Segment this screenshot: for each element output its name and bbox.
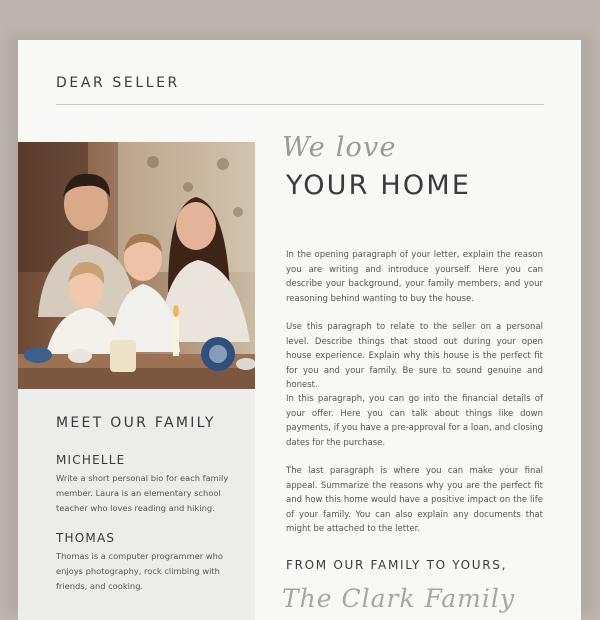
letter-paragraph-final: The last paragraph is where you can make your final appeal. Summarize the reasons why you are the perfect fit and how this home would have a positive impact on the life of your family. You can also explain any documents that might be attached to the letter. xyxy=(286,466,543,535)
member-name-michelle: MICHELLE xyxy=(56,453,126,467)
script-subtitle: We love xyxy=(282,132,397,163)
member-name-thomas: THOMAS xyxy=(56,531,116,545)
family-heading: MEET OUR FAMILY xyxy=(56,415,216,431)
closing-line: FROM OUR FAMILY TO YOURS, xyxy=(286,558,508,572)
member-bio-michelle: Write a short personal bio for each family member. Laura is an elementary school teacher who loves reading and hiking. xyxy=(56,473,229,513)
letter-page xyxy=(18,40,581,620)
family-photo xyxy=(18,142,255,389)
member-bio-thomas: Thomas is a computer programmer who enjoys photography, rock climbing with friends, and cooking. xyxy=(56,551,223,591)
signature: The Clark Family xyxy=(282,584,515,613)
letter-title: DEAR SELLER xyxy=(56,75,180,91)
letter-paragraph-personal: Use this paragraph to relate to the seller on a personal level. Describe things that stood out during your open house experience. Explain why this house is the perfect fit for you and your family. Be sure to sound genuine and honest. xyxy=(286,322,543,391)
header-divider xyxy=(56,104,544,105)
letter-paragraph-intro: In the opening paragraph of your letter, explain the reason you are writing and introduce yourself. Here you can describe your background, your family members, and your reasoning behind wanting to buy the house. xyxy=(286,250,543,304)
page-headline: YOUR HOME xyxy=(286,170,472,201)
letter-paragraph-financial: In this paragraph, you can go into the financial details of your offer. Here you can talk about things like down payments, if you have a pre-approval for a loan, and closing dates for the purchase. xyxy=(286,394,543,448)
family-photo-icon xyxy=(18,142,255,389)
